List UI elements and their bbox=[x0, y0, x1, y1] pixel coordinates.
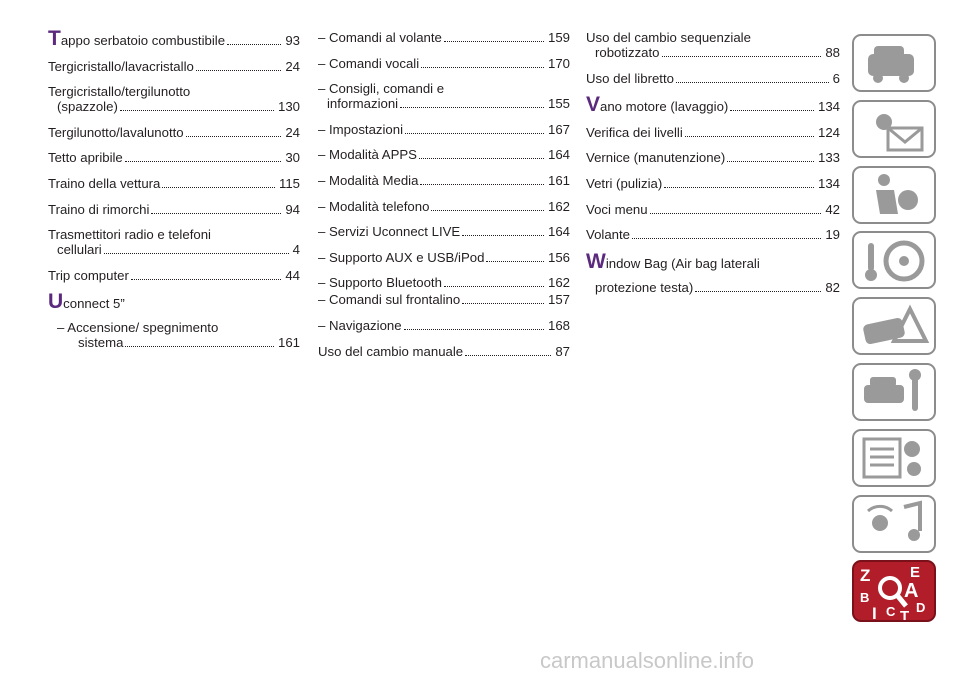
leader-dots bbox=[431, 210, 544, 211]
chapter-tab-key-steering-wheel[interactable] bbox=[852, 231, 936, 289]
index-letter: C bbox=[886, 604, 896, 620]
page-number: 6 bbox=[832, 70, 840, 86]
page-number: 161 bbox=[277, 335, 300, 351]
section-name: connect 5” bbox=[63, 296, 125, 312]
section-heading bbox=[586, 249, 840, 273]
page-number: 87 bbox=[555, 343, 570, 359]
index-entry[interactable] bbox=[48, 27, 300, 50]
leader-dots bbox=[444, 41, 544, 42]
entry-initial: V bbox=[586, 93, 601, 117]
section-name: indow Bag (Air bag laterali bbox=[605, 255, 760, 271]
entry-first-line: Trasmettitori radio e telefoni bbox=[48, 227, 211, 243]
index-entry[interactable] bbox=[318, 30, 570, 45]
page-number: 19 bbox=[825, 227, 840, 243]
page-number: 159 bbox=[547, 30, 570, 45]
index-letter: E bbox=[910, 564, 921, 582]
entry-last-line bbox=[318, 96, 570, 111]
page-number: 24 bbox=[285, 58, 300, 74]
entry-last-line bbox=[48, 242, 300, 257]
entry-name: (spazzole) bbox=[57, 99, 118, 115]
index-entry[interactable] bbox=[318, 173, 570, 188]
leader-dots bbox=[662, 56, 822, 57]
entry-name: – Modalità APPS bbox=[318, 147, 417, 163]
entry-last-line bbox=[57, 335, 300, 350]
index-entry[interactable] bbox=[48, 176, 300, 191]
index-entry[interactable] bbox=[48, 150, 300, 165]
page-number: 162 bbox=[547, 275, 570, 291]
entry-name: protezione testa) bbox=[595, 279, 694, 295]
section-initial: W bbox=[586, 249, 606, 273]
index-column-2 bbox=[318, 30, 570, 369]
leader-dots bbox=[151, 213, 281, 214]
entry-name: – Modalità Media bbox=[318, 172, 419, 188]
entry-name: informazioni bbox=[327, 96, 399, 112]
leader-dots bbox=[465, 355, 551, 356]
entry-name-rest: appo serbatoio combustibile bbox=[60, 33, 226, 48]
leader-dots bbox=[650, 213, 822, 214]
index-entry[interactable] bbox=[48, 125, 300, 140]
index-entry[interactable] bbox=[318, 318, 570, 333]
leader-dots bbox=[632, 238, 821, 239]
index-entry[interactable] bbox=[318, 147, 570, 162]
page-number: 44 bbox=[285, 267, 300, 283]
chapter-tab-specs-gears[interactable] bbox=[852, 429, 936, 487]
entry-name: sistema bbox=[78, 335, 124, 351]
entry-first-line: – Accensione/ spegnimento bbox=[57, 320, 219, 336]
leader-dots bbox=[419, 158, 544, 159]
chapter-tab-car-wrench[interactable] bbox=[852, 363, 936, 421]
entry-name: Vernice (manutenzione) bbox=[586, 150, 726, 166]
page-number: 134 bbox=[817, 99, 840, 115]
page-number: 164 bbox=[547, 224, 570, 240]
leader-dots bbox=[462, 303, 544, 304]
section-initial: U bbox=[48, 290, 64, 314]
entry-name: Voci menu bbox=[586, 201, 648, 217]
entry-name: Volante bbox=[586, 227, 630, 243]
index-entry[interactable] bbox=[318, 250, 570, 265]
page-number: 124 bbox=[817, 124, 840, 140]
leader-dots bbox=[730, 110, 814, 111]
entry-name: – Modalità telefono bbox=[318, 198, 430, 214]
index-letter: Z bbox=[860, 566, 871, 586]
index-entry[interactable] bbox=[318, 224, 570, 239]
leader-dots bbox=[421, 67, 544, 68]
index-entry[interactable] bbox=[318, 81, 570, 111]
index-entry[interactable] bbox=[586, 227, 840, 242]
page-number: 94 bbox=[285, 201, 300, 217]
page-number: 130 bbox=[277, 99, 300, 115]
entry-first-line: – Consigli, comandi e bbox=[318, 81, 445, 97]
index-entry[interactable] bbox=[48, 202, 300, 217]
leader-dots bbox=[676, 82, 829, 83]
page-number: 157 bbox=[547, 292, 570, 308]
leader-dots bbox=[400, 107, 544, 108]
page-number: 156 bbox=[547, 249, 570, 265]
page-number: 115 bbox=[278, 175, 300, 191]
leader-dots bbox=[444, 286, 544, 287]
leader-dots bbox=[104, 253, 289, 254]
chapter-tab-breakdown-triangle[interactable] bbox=[852, 297, 936, 355]
entry-name: – Comandi sul frontalino bbox=[318, 292, 461, 308]
page-number: 155 bbox=[547, 96, 570, 112]
index-entry[interactable] bbox=[318, 56, 570, 71]
entry-name: Vetri (pulizia) bbox=[586, 175, 663, 191]
index-entry[interactable] bbox=[48, 59, 300, 74]
index-letter: B bbox=[860, 590, 870, 606]
entry-name: Uso del cambio manuale bbox=[318, 343, 464, 359]
leader-dots bbox=[125, 346, 274, 347]
page-number: 164 bbox=[547, 147, 570, 163]
page-number: 88 bbox=[825, 45, 840, 60]
entry-name: Uso del libretto bbox=[586, 70, 674, 86]
leader-dots bbox=[227, 44, 281, 45]
entry-name: Trip computer bbox=[48, 267, 129, 283]
entry-name-rest: ano motore (lavaggio) bbox=[600, 99, 729, 115]
index-entry[interactable] bbox=[586, 202, 840, 217]
index-entry[interactable] bbox=[586, 150, 840, 165]
leader-dots bbox=[196, 70, 281, 71]
page-number: 161 bbox=[547, 172, 570, 188]
index-entry[interactable] bbox=[586, 125, 840, 140]
leader-dots bbox=[162, 187, 275, 188]
leader-dots bbox=[405, 133, 544, 134]
section-heading bbox=[48, 290, 300, 314]
leader-dots bbox=[486, 261, 544, 262]
entry-name: – Navigazione bbox=[318, 317, 402, 333]
entry-name: – Comandi vocali bbox=[318, 55, 420, 71]
index-column-1 bbox=[48, 27, 300, 361]
entry-name: Tergilunotto/lavalunotto bbox=[48, 124, 184, 140]
chapter-tabs bbox=[852, 34, 938, 630]
leader-dots bbox=[404, 329, 544, 330]
leader-dots bbox=[727, 161, 814, 162]
index-entry[interactable] bbox=[48, 84, 300, 114]
page-number: 167 bbox=[547, 121, 570, 137]
entry-last-line bbox=[48, 99, 300, 114]
index-letter: D bbox=[916, 600, 926, 616]
index-entry[interactable] bbox=[318, 292, 570, 307]
entry-initial: T bbox=[48, 27, 61, 50]
page-number: 30 bbox=[285, 150, 300, 166]
page-number: 42 bbox=[825, 201, 840, 217]
chapter-tab-car-dashboard[interactable] bbox=[852, 34, 936, 92]
leader-dots bbox=[462, 235, 544, 236]
page-number: 93 bbox=[285, 33, 300, 48]
index-entry[interactable] bbox=[586, 30, 840, 60]
leader-dots bbox=[131, 279, 281, 280]
page-number: 4 bbox=[292, 242, 300, 258]
page-number: 134 bbox=[817, 175, 840, 191]
index-entry[interactable] bbox=[318, 344, 570, 359]
page-number: 162 bbox=[547, 198, 570, 214]
page-number: 24 bbox=[285, 124, 300, 140]
leader-dots bbox=[420, 184, 544, 185]
entry-name: Tetto apribile bbox=[48, 150, 123, 166]
chapter-tab-seatbelt-airbag[interactable] bbox=[852, 166, 936, 224]
index-letter: A bbox=[904, 580, 919, 603]
index-entry[interactable] bbox=[48, 320, 300, 350]
entry-name: – Comandi al volante bbox=[318, 30, 442, 45]
entry-first-line: Tergicristallo/tergilunotto bbox=[48, 84, 191, 100]
entry-name: – Impostazioni bbox=[318, 121, 404, 137]
index-entry[interactable] bbox=[318, 199, 570, 214]
entry-name: – Supporto AUX e USB/iPod bbox=[318, 249, 485, 265]
leader-dots bbox=[685, 136, 814, 137]
index-entry[interactable] bbox=[586, 71, 840, 86]
leader-dots bbox=[125, 161, 282, 162]
index-entry[interactable] bbox=[318, 122, 570, 137]
entry-first-line: Uso del cambio sequenziale bbox=[586, 30, 751, 45]
leader-dots bbox=[695, 291, 821, 292]
page-number: 168 bbox=[547, 317, 570, 333]
leader-dots bbox=[120, 110, 274, 111]
entry-name: Traino di rimorchi bbox=[48, 201, 150, 217]
entry-name: Traino della vettura bbox=[48, 175, 161, 191]
entry-name: robotizzato bbox=[595, 45, 660, 60]
chapter-tab-warning-lights[interactable] bbox=[852, 100, 936, 158]
index-letter: I bbox=[872, 604, 877, 623]
entry-name: – Servizi Uconnect LIVE bbox=[318, 224, 461, 240]
index-entry[interactable] bbox=[586, 93, 840, 117]
entry-name: – Supporto Bluetooth bbox=[318, 275, 442, 291]
leader-dots bbox=[664, 187, 814, 188]
chapter-tab-multimedia[interactable] bbox=[852, 495, 936, 553]
chapter-tab-index-search[interactable] bbox=[852, 560, 936, 622]
entry-name: Tergicristallo/lavacristallo bbox=[48, 58, 194, 74]
index-entry[interactable] bbox=[586, 280, 840, 295]
index-entry[interactable] bbox=[318, 275, 570, 290]
page-number: 82 bbox=[825, 279, 840, 295]
index-letter: T bbox=[900, 608, 910, 623]
watermark: carmanualsonline.info bbox=[540, 648, 755, 673]
index-entry[interactable] bbox=[48, 227, 300, 257]
entry-last-line bbox=[586, 45, 840, 60]
index-column-3 bbox=[586, 30, 840, 305]
index-entry[interactable] bbox=[48, 268, 300, 283]
entry-name bbox=[586, 93, 729, 117]
page-number: 133 bbox=[817, 150, 840, 166]
leader-dots bbox=[186, 136, 282, 137]
entry-name: cellulari bbox=[57, 242, 102, 258]
entry-name bbox=[48, 27, 226, 50]
page-number: 170 bbox=[547, 55, 570, 71]
entry-name: Verifica dei livelli bbox=[586, 124, 683, 140]
index-entry[interactable] bbox=[586, 176, 840, 191]
